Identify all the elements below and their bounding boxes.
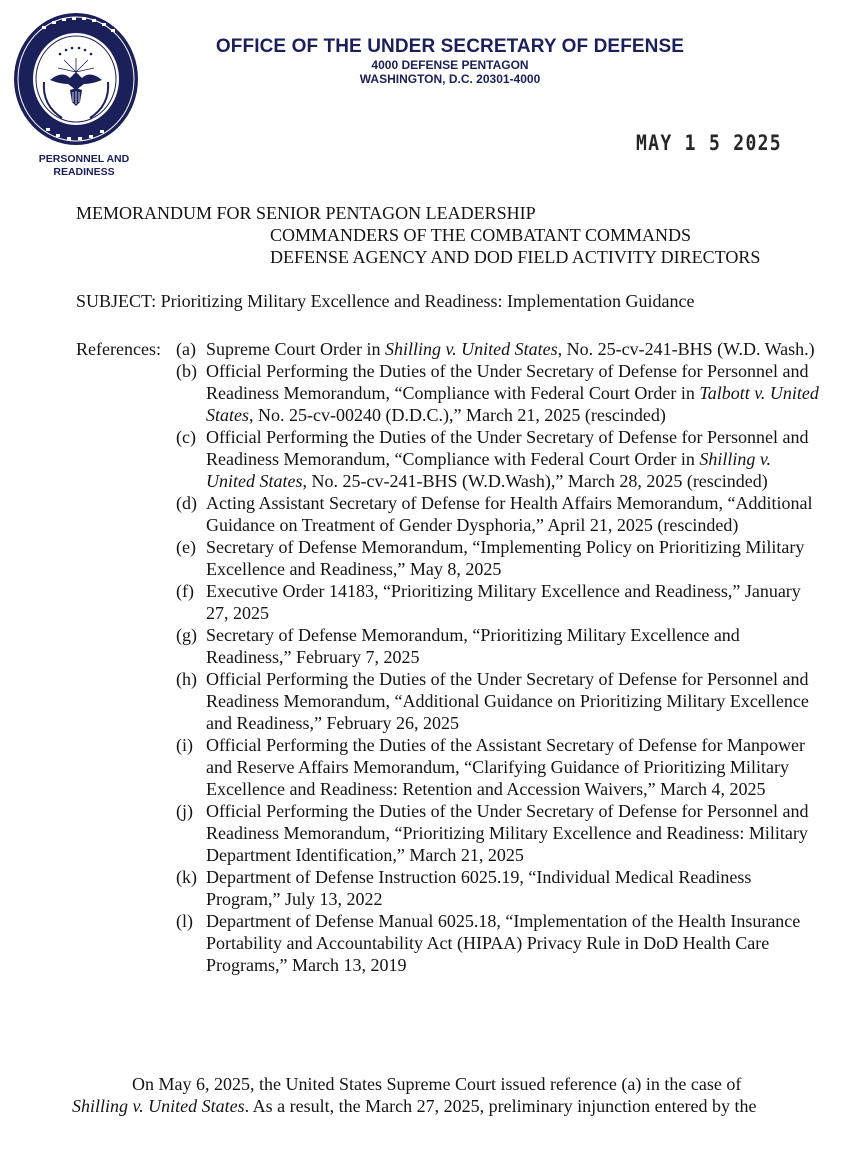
letterhead-address-line1: 4000 DEFENSE PENTAGON [371,58,529,72]
reference-letter: (f) [176,581,194,601]
memorandum-addressees [76,202,760,268]
reference-item [0,338,859,360]
reference-letter: (e) [176,537,196,557]
reference-text: Department of Defense Instruction 6025.19, “Individual Medical Readiness Program,” July 13, 2022 [206,867,752,909]
reference-text: Supreme Court Order in [206,339,385,359]
references-label: References: [76,339,161,359]
reference-letter: (c) [176,427,196,447]
reference-item [0,668,859,734]
reference-text: Official Performing the Duties of the Assistant Secretary of Defense for Manpower and Reserve Affairs Memorandum, “Clarifying Guidance of Prioritizing Military Excellence and Readiness: Retention and Accession Waivers,” March 4, 2025 [206,735,805,799]
reference-letter: (h) [176,669,197,689]
subject-line: SUBJECT: Prioritizing Military Excellence and Readiness: Implementation Guidance [76,291,695,311]
reference-text: Secretary of Defense Memorandum, “Prioritizing Military Excellence and Readiness,” February 7, 2025 [206,625,740,667]
reference-letter: (j) [176,801,193,821]
office-caption [26,153,142,179]
reference-text: Official Performing the Duties of the Under Secretary of Defense for Personnel and Readiness Memorandum, “Additional Guidance on Prioritizing Military Excellence and Readiness,” February 26, 2025 [206,669,809,733]
office-caption-line1: PERSONNEL AND [38,153,130,165]
reference-case-name: Shilling v. United States [206,449,772,491]
reference-letter: (b) [176,361,197,381]
reference-letter: (k) [176,867,197,887]
memorandum-line: DEFENSE AGENCY AND DOD FIELD ACTIVITY DIRECTORS [270,247,761,267]
reference-text: Acting Assistant Secretary of Defense for Health Affairs Memorandum, “Additional Guidance on Treatment of Gender Dysphoria,” April 21, 2025 (rescinded) [206,493,813,535]
reference-item [0,426,859,492]
paragraph-text: . As a result, the March 27, 2025, preliminary injunction entered by the [244,1096,757,1116]
reference-text: Executive Order 14183, “Prioritizing Military Excellence and Readiness,” January 27, 2025 [206,581,801,623]
memorandum-line: COMMANDERS OF THE COMBATANT COMMANDS [270,225,691,245]
references-list [0,338,859,976]
reference-text: , No. 25-cv-241-BHS (W.D.Wash),” March 28, 2025 (rescinded) [302,471,768,491]
reference-text: , No. 25-cv-241-BHS (W.D. Wash.) [557,339,815,359]
reference-letter: (i) [176,735,193,755]
reference-item [0,800,859,866]
paragraph-line: On May 6, 2025, the United States Supreme Court issued reference (a) in the case of [132,1074,742,1094]
letterhead-address-line2: WASHINGTON, D.C. 20301-4000 [359,72,541,86]
reference-item [0,866,859,910]
reference-item [0,910,859,976]
letterhead-title: OFFICE OF THE UNDER SECRETARY OF DEFENSE [215,36,685,57]
reference-case-name: Talbott v. United States [206,383,819,425]
reference-text: Secretary of Defense Memorandum, “Implementing Policy on Prioritizing Military Excellence and Readiness,” May 8, 2025 [206,537,805,579]
reference-letter: (g) [176,625,197,645]
paragraph-line [72,1095,832,1117]
reference-item [0,580,859,624]
office-caption-line2: READINESS [53,166,115,178]
reference-text: Official Performing the Duties of the Under Secretary of Defense for Personnel and Readiness Memorandum, “Compliance with Federal Court Order in [206,427,809,469]
dod-seal-icon [12,10,140,148]
memorandum-line: MEMORANDUM FOR SENIOR PENTAGON LEADERSHIP [76,203,536,223]
reference-item [0,734,859,800]
reference-text: , No. 25-cv-00240 (D.D.C.),” March 21, 2025 (rescinded) [249,405,666,425]
reference-case-name: Shilling v. United States [384,339,558,359]
reference-text: Official Performing the Duties of the Under Secretary of Defense for Personnel and Readiness Memorandum, “Compliance with Federal Court Order in [206,361,809,403]
date-stamp: MAY 1 5 2025 [636,131,782,155]
reference-letter: (a) [176,339,196,359]
case-name: Shilling v. United States [72,1096,245,1116]
reference-text: Department of Defense Manual 6025.18, “Implementation of the Health Insurance Portability and Accountability Act (HIPAA) Privacy Rule in DoD Health Care Programs,” March 13, 2019 [206,911,801,975]
reference-item [0,624,859,668]
reference-item [0,536,859,580]
letterhead [190,36,710,86]
reference-item [0,492,859,536]
reference-letter: (d) [176,493,197,513]
dod-seal [12,10,140,148]
body-paragraph [72,1073,832,1117]
reference-letter: (l) [176,911,193,931]
reference-item [0,360,859,426]
reference-text: Official Performing the Duties of the Under Secretary of Defense for Personnel and Readiness Memorandum, “Prioritizing Military Excellence and Readiness: Military Department Identification,” March 21, 2025 [206,801,809,865]
